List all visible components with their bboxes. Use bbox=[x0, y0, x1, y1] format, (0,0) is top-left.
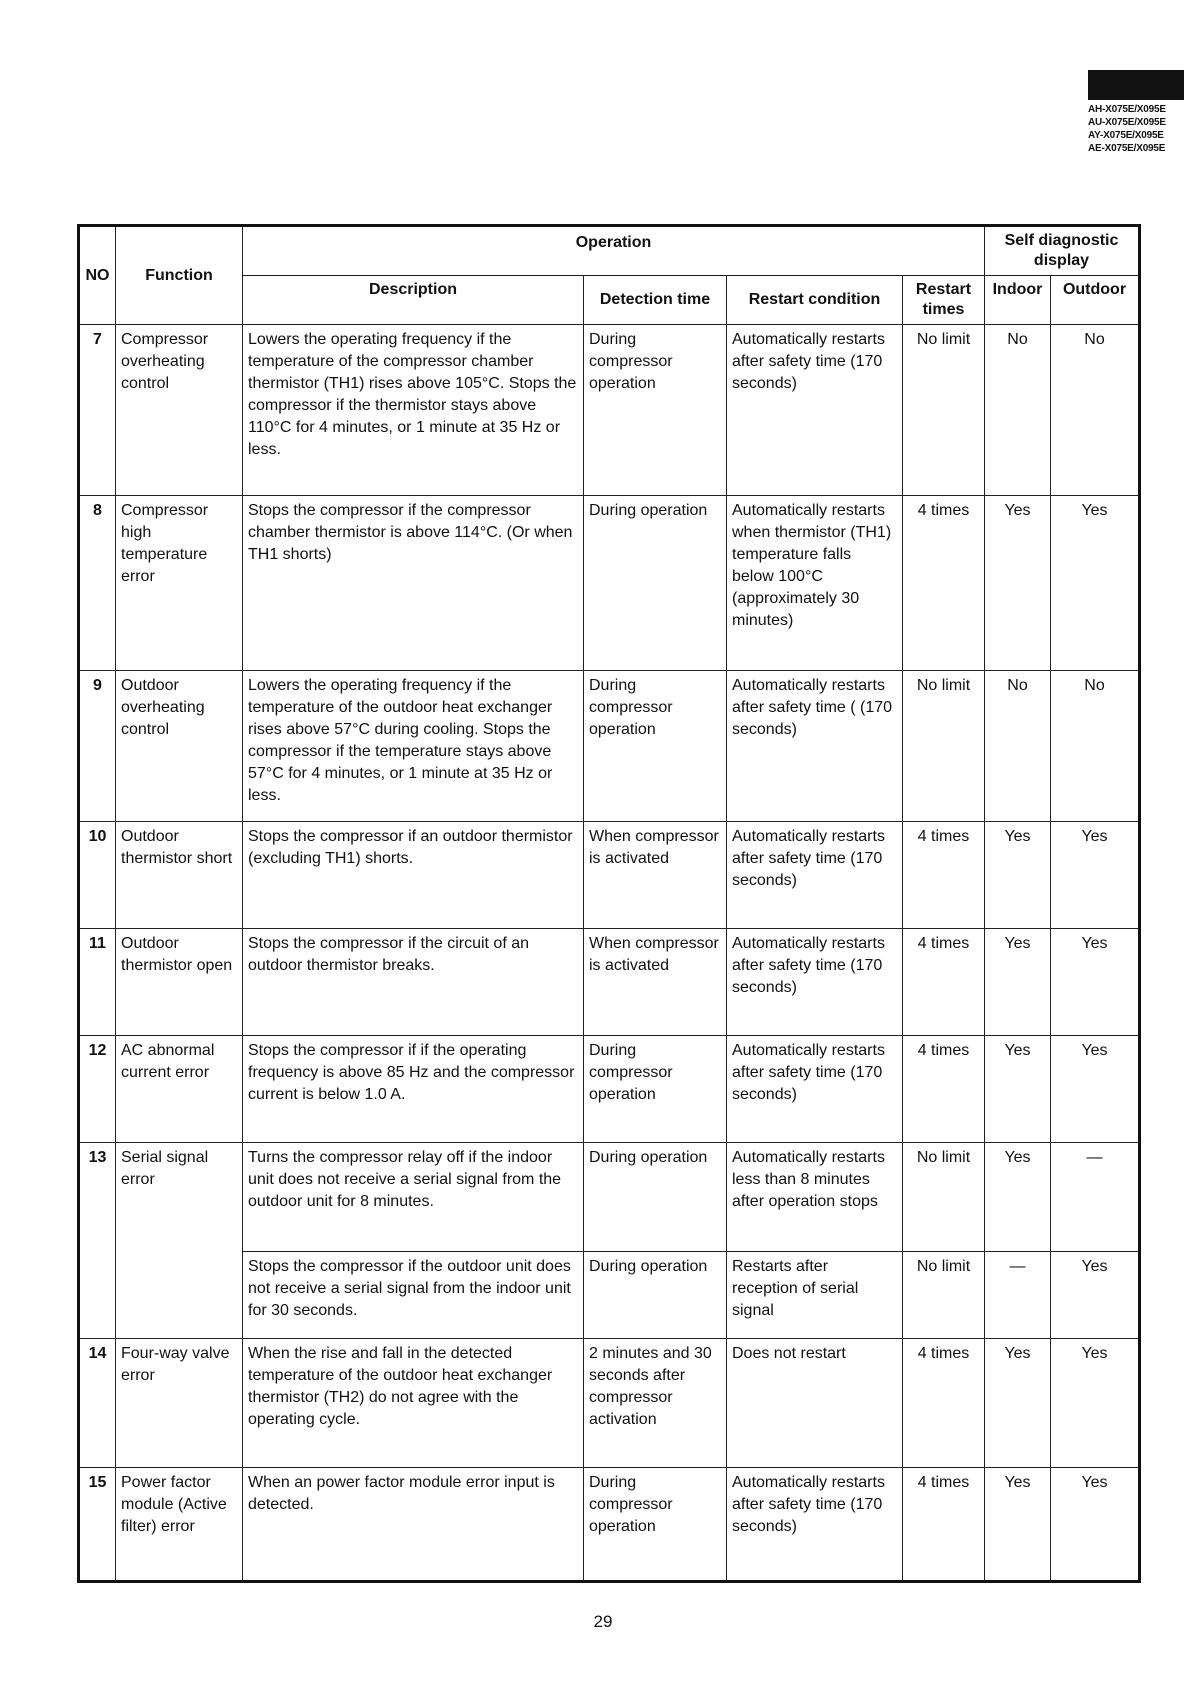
header-no: NO bbox=[79, 226, 116, 325]
header-outdoor: Outdoor bbox=[1051, 276, 1140, 325]
table-row bbox=[79, 1143, 1140, 1252]
header-black-bar bbox=[1088, 70, 1184, 100]
outdoor-display-cell: Yes bbox=[1051, 822, 1140, 929]
protection-function-table bbox=[77, 224, 1141, 1583]
row-number: 8 bbox=[79, 496, 116, 671]
function-cell: AC abnormal current error bbox=[116, 1036, 243, 1143]
indoor-display-cell: Yes bbox=[985, 496, 1051, 671]
restart-condition-cell: Does not restart bbox=[727, 1339, 903, 1468]
model-line: AH-X075E/X095E bbox=[1088, 104, 1166, 115]
detection-time-cell: During compressor operation bbox=[584, 1468, 727, 1582]
indoor-display-cell: No bbox=[985, 325, 1051, 496]
header-indoor: Indoor bbox=[985, 276, 1051, 325]
restart-times-cell: 4 times bbox=[903, 1036, 985, 1143]
detection-time-cell: When compressor is activated bbox=[584, 822, 727, 929]
row-number: 7 bbox=[79, 325, 116, 496]
header-row-top bbox=[79, 226, 1140, 276]
description-cell: Stops the compressor if the outdoor unit does not receive a serial signal from the indoor unit for 30 seconds. bbox=[243, 1252, 584, 1339]
restart-times-cell: 4 times bbox=[903, 496, 985, 671]
description-cell: Lowers the operating frequency if the temperature of the compressor chamber thermistor (TH1) rises above 105°C. Stops the compressor if the thermistor stays above 110°C for 4 minutes, or 1 minute at 35 Hz or less. bbox=[243, 325, 584, 496]
detection-time-cell: When compressor is activated bbox=[584, 929, 727, 1036]
row-number: 11 bbox=[79, 929, 116, 1036]
function-cell: Serial signal error bbox=[116, 1143, 243, 1339]
description-cell: Lowers the operating frequency if the temperature of the outdoor heat exchanger rises above 57°C during cooling. Stops the compressor if the temperature stays above 57°C for 4 minutes, or 1 minute at 35 Hz or less. bbox=[243, 671, 584, 822]
restart-times-cell: No limit bbox=[903, 1252, 985, 1339]
header-operation: Operation bbox=[243, 226, 985, 276]
restart-condition-cell: Automatically restarts after safety time (170 seconds) bbox=[727, 325, 903, 496]
header-detection-time: Detection time bbox=[584, 276, 727, 325]
table-row bbox=[79, 671, 1140, 822]
header-restart-times: Restart times bbox=[903, 276, 985, 325]
outdoor-display-cell: Yes bbox=[1051, 929, 1140, 1036]
indoor-display-cell: Yes bbox=[985, 1143, 1051, 1252]
detection-time-cell: 2 minutes and 30 seconds after compressor activation bbox=[584, 1339, 727, 1468]
outdoor-display-cell: Yes bbox=[1051, 1252, 1140, 1339]
header-function: Function bbox=[116, 226, 243, 325]
detection-time-cell: During compressor operation bbox=[584, 671, 727, 822]
detection-time-cell: During compressor operation bbox=[584, 1036, 727, 1143]
outdoor-display-cell: Yes bbox=[1051, 1339, 1140, 1468]
outdoor-display-cell: No bbox=[1051, 671, 1140, 822]
page-number: 29 bbox=[593, 1612, 613, 1631]
restart-times-cell: No limit bbox=[903, 325, 985, 496]
detection-time-cell: During operation bbox=[584, 1143, 727, 1252]
function-cell: Compressor overheating control bbox=[116, 325, 243, 496]
header-restart-condition: Restart condition bbox=[727, 276, 903, 325]
outdoor-display-cell: Yes bbox=[1051, 496, 1140, 671]
table-row bbox=[79, 929, 1140, 1036]
description-cell: When the rise and fall in the detected temperature of the outdoor heat exchanger thermistor (TH2) do not agree with the operating cycle. bbox=[243, 1339, 584, 1468]
indoor-display-cell: No bbox=[985, 671, 1051, 822]
restart-condition-cell: Automatically restarts after safety time (170 seconds) bbox=[727, 929, 903, 1036]
outdoor-display-cell: Yes bbox=[1051, 1468, 1140, 1582]
restart-times-cell: No limit bbox=[903, 1143, 985, 1252]
restart-condition-cell: Automatically restarts after safety time (170 seconds) bbox=[727, 1468, 903, 1582]
model-header bbox=[1088, 70, 1188, 155]
indoor-display-cell: Yes bbox=[985, 1036, 1051, 1143]
indoor-display-cell: — bbox=[985, 1252, 1051, 1339]
table-row bbox=[79, 822, 1140, 929]
restart-times-cell: 4 times bbox=[903, 1468, 985, 1582]
description-cell: When an power factor module error input is detected. bbox=[243, 1468, 584, 1582]
detection-time-cell: During operation bbox=[584, 1252, 727, 1339]
restart-times-cell: 4 times bbox=[903, 822, 985, 929]
indoor-display-cell: Yes bbox=[985, 929, 1051, 1036]
header-description: Description bbox=[243, 276, 584, 325]
restart-condition-cell: Automatically restarts after safety time (170 seconds) bbox=[727, 822, 903, 929]
restart-times-cell: 4 times bbox=[903, 929, 985, 1036]
indoor-display-cell: Yes bbox=[985, 1468, 1051, 1582]
table-row bbox=[79, 1468, 1140, 1582]
model-line: AY-X075E/X095E bbox=[1088, 130, 1164, 141]
restart-condition-cell: Automatically restarts after safety time ( (170 seconds) bbox=[727, 671, 903, 822]
row-number: 12 bbox=[79, 1036, 116, 1143]
restart-condition-cell: Automatically restarts less than 8 minutes after operation stops bbox=[727, 1143, 903, 1252]
indoor-display-cell: Yes bbox=[985, 1339, 1051, 1468]
function-cell: Compressor high temperature error bbox=[116, 496, 243, 671]
table-row bbox=[79, 496, 1140, 671]
row-number: 14 bbox=[79, 1339, 116, 1468]
function-cell: Outdoor thermistor short bbox=[116, 822, 243, 929]
model-line: AE-X075E/X095E bbox=[1088, 143, 1166, 154]
outdoor-display-cell: Yes bbox=[1051, 1036, 1140, 1143]
indoor-display-cell: Yes bbox=[985, 822, 1051, 929]
restart-condition-cell: Automatically restarts after safety time (170 seconds) bbox=[727, 1036, 903, 1143]
detection-time-cell: During operation bbox=[584, 496, 727, 671]
table-row bbox=[79, 325, 1140, 496]
restart-condition-cell: Automatically restarts when thermistor (TH1) temperature falls below 100°C (approximately 30 minutes) bbox=[727, 496, 903, 671]
function-cell: Outdoor thermistor open bbox=[116, 929, 243, 1036]
function-cell: Power factor module (Active filter) error bbox=[116, 1468, 243, 1582]
outdoor-display-cell: — bbox=[1051, 1143, 1140, 1252]
function-cell: Outdoor overheating control bbox=[116, 671, 243, 822]
restart-times-cell: No limit bbox=[903, 671, 985, 822]
row-number: 9 bbox=[79, 671, 116, 822]
description-cell: Turns the compressor relay off if the indoor unit does not receive a serial signal from the outdoor unit for 8 minutes. bbox=[243, 1143, 584, 1252]
table-row bbox=[79, 1036, 1140, 1143]
outdoor-display-cell: No bbox=[1051, 325, 1140, 496]
description-cell: Stops the compressor if the compressor chamber thermistor is above 114°C. (Or when TH1 shorts) bbox=[243, 496, 584, 671]
description-cell: Stops the compressor if if the operating frequency is above 85 Hz and the compressor current is below 1.0 A. bbox=[243, 1036, 584, 1143]
restart-times-cell: 4 times bbox=[903, 1339, 985, 1468]
function-cell: Four-way valve error bbox=[116, 1339, 243, 1468]
table-row bbox=[79, 1339, 1140, 1468]
description-cell: Stops the compressor if an outdoor thermistor (excluding TH1) shorts. bbox=[243, 822, 584, 929]
header-self-diagnostic: Self diagnostic display bbox=[985, 226, 1140, 276]
row-number: 10 bbox=[79, 822, 116, 929]
restart-condition-cell: Restarts after reception of serial signal bbox=[727, 1252, 903, 1339]
row-number: 13 bbox=[79, 1143, 116, 1339]
row-number: 15 bbox=[79, 1468, 116, 1582]
detection-time-cell: During compressor operation bbox=[584, 325, 727, 496]
description-cell: Stops the compressor if the circuit of an outdoor thermistor breaks. bbox=[243, 929, 584, 1036]
model-line: AU-X075E/X095E bbox=[1088, 117, 1166, 128]
